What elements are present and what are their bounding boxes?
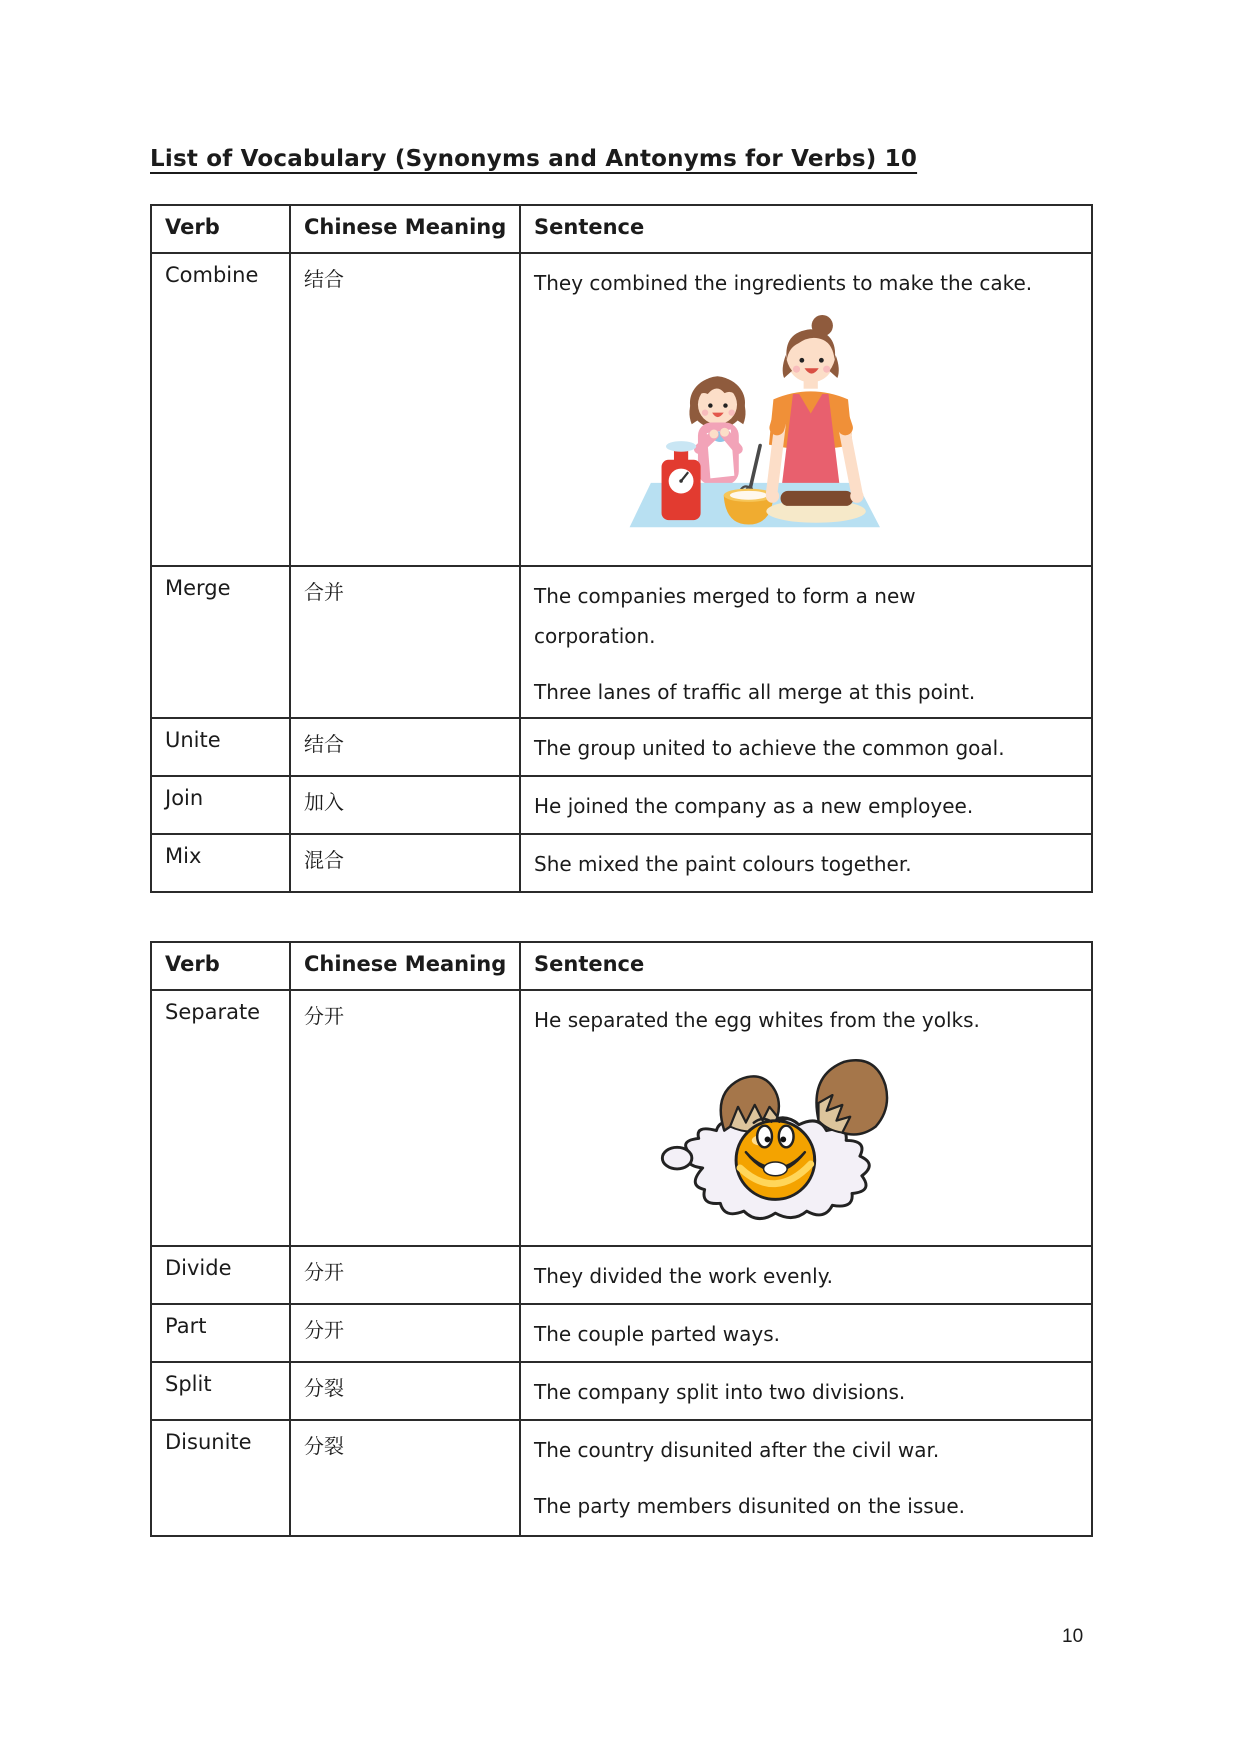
sentence-text: They divided the work evenly. bbox=[534, 1264, 834, 1288]
vocab-table-separate bbox=[150, 941, 1093, 1537]
chinese-meaning-cell: 结合 bbox=[290, 718, 520, 776]
sentence-cell bbox=[520, 1246, 1092, 1304]
sentence-cell bbox=[520, 718, 1092, 776]
table-row-merge bbox=[151, 566, 1092, 718]
sentence-cell bbox=[520, 834, 1092, 892]
sentence-cell bbox=[520, 990, 1092, 1246]
chinese-meaning-cell: 结合 bbox=[290, 253, 520, 566]
sentence-text: The companies merged to form a new corporation. bbox=[534, 584, 916, 648]
chinese-meaning-cell: 分裂 bbox=[290, 1420, 520, 1536]
baking-illustration bbox=[622, 307, 1081, 529]
page-number: 10 bbox=[1062, 1626, 1084, 1647]
sentence-text: Three lanes of traffic all merge at this point. bbox=[534, 680, 976, 704]
chinese-meaning-cell: 分开 bbox=[290, 990, 520, 1246]
column-header-verb: Verb bbox=[151, 942, 290, 990]
sentence-text: The party members disunited on the issue. bbox=[534, 1494, 965, 1518]
column-header-sentence: Sentence bbox=[520, 205, 1092, 253]
sentence-text: The country disunited after the civil war. bbox=[534, 1438, 940, 1462]
table-row-separate bbox=[151, 990, 1092, 1246]
mother-daughter-baking-image bbox=[622, 307, 884, 529]
table-header-row bbox=[151, 205, 1092, 253]
chinese-meaning-cell: 分开 bbox=[290, 1304, 520, 1362]
column-header-chinese-meaning: Chinese Meaning bbox=[290, 205, 520, 253]
table-row-unite bbox=[151, 718, 1092, 776]
sentence-text: The couple parted ways. bbox=[534, 1322, 780, 1346]
sentence-text: The company split into two divisions. bbox=[534, 1380, 906, 1404]
chinese-meaning-cell: 加入 bbox=[290, 776, 520, 834]
sentence-text: The group united to achieve the common goal. bbox=[534, 736, 1005, 760]
table-row-mix bbox=[151, 834, 1092, 892]
chinese-meaning-cell: 分裂 bbox=[290, 1362, 520, 1420]
sentence-text: They combined the ingredients to make the cake. bbox=[534, 271, 1033, 295]
sentence-text: She mixed the paint colours together. bbox=[534, 852, 912, 876]
verb-cell: Mix bbox=[151, 834, 290, 892]
chinese-meaning-cell: 分开 bbox=[290, 1246, 520, 1304]
column-header-sentence: Sentence bbox=[520, 942, 1092, 990]
verb-cell: Merge bbox=[151, 566, 290, 718]
sentence-text: He joined the company as a new employee. bbox=[534, 794, 974, 818]
sentence-cell bbox=[520, 1362, 1092, 1420]
table-row-join bbox=[151, 776, 1092, 834]
sentence-cell bbox=[520, 566, 1092, 718]
verb-cell: Unite bbox=[151, 718, 290, 776]
verb-cell: Join bbox=[151, 776, 290, 834]
chinese-meaning-cell: 合并 bbox=[290, 566, 520, 718]
table-row-divide bbox=[151, 1246, 1092, 1304]
verb-cell: Split bbox=[151, 1362, 290, 1420]
sentence-cell bbox=[520, 253, 1092, 566]
chinese-meaning-cell: 混合 bbox=[290, 834, 520, 892]
page-title: List of Vocabulary (Synonyms and Antonyms for Verbs) 10 bbox=[150, 146, 918, 172]
cracked-egg-image bbox=[626, 1042, 911, 1229]
cracked-egg-illustration bbox=[626, 1042, 1081, 1229]
verb-cell: Combine bbox=[151, 253, 290, 566]
vocab-table-combine bbox=[150, 204, 1093, 893]
verb-cell: Disunite bbox=[151, 1420, 290, 1536]
verb-cell: Divide bbox=[151, 1246, 290, 1304]
sentence-cell bbox=[520, 776, 1092, 834]
table-row-combine bbox=[151, 253, 1092, 566]
table-row-split bbox=[151, 1362, 1092, 1420]
verb-cell: Part bbox=[151, 1304, 290, 1362]
column-header-verb: Verb bbox=[151, 205, 290, 253]
sentence-cell bbox=[520, 1420, 1092, 1536]
sentence-cell bbox=[520, 1304, 1092, 1362]
table-row-part bbox=[151, 1304, 1092, 1362]
table-row-disunite bbox=[151, 1420, 1092, 1536]
table-header-row bbox=[151, 942, 1092, 990]
column-header-chinese-meaning: Chinese Meaning bbox=[290, 942, 520, 990]
sentence-text: He separated the egg whites from the yolks. bbox=[534, 1008, 980, 1032]
verb-cell: Separate bbox=[151, 990, 290, 1246]
